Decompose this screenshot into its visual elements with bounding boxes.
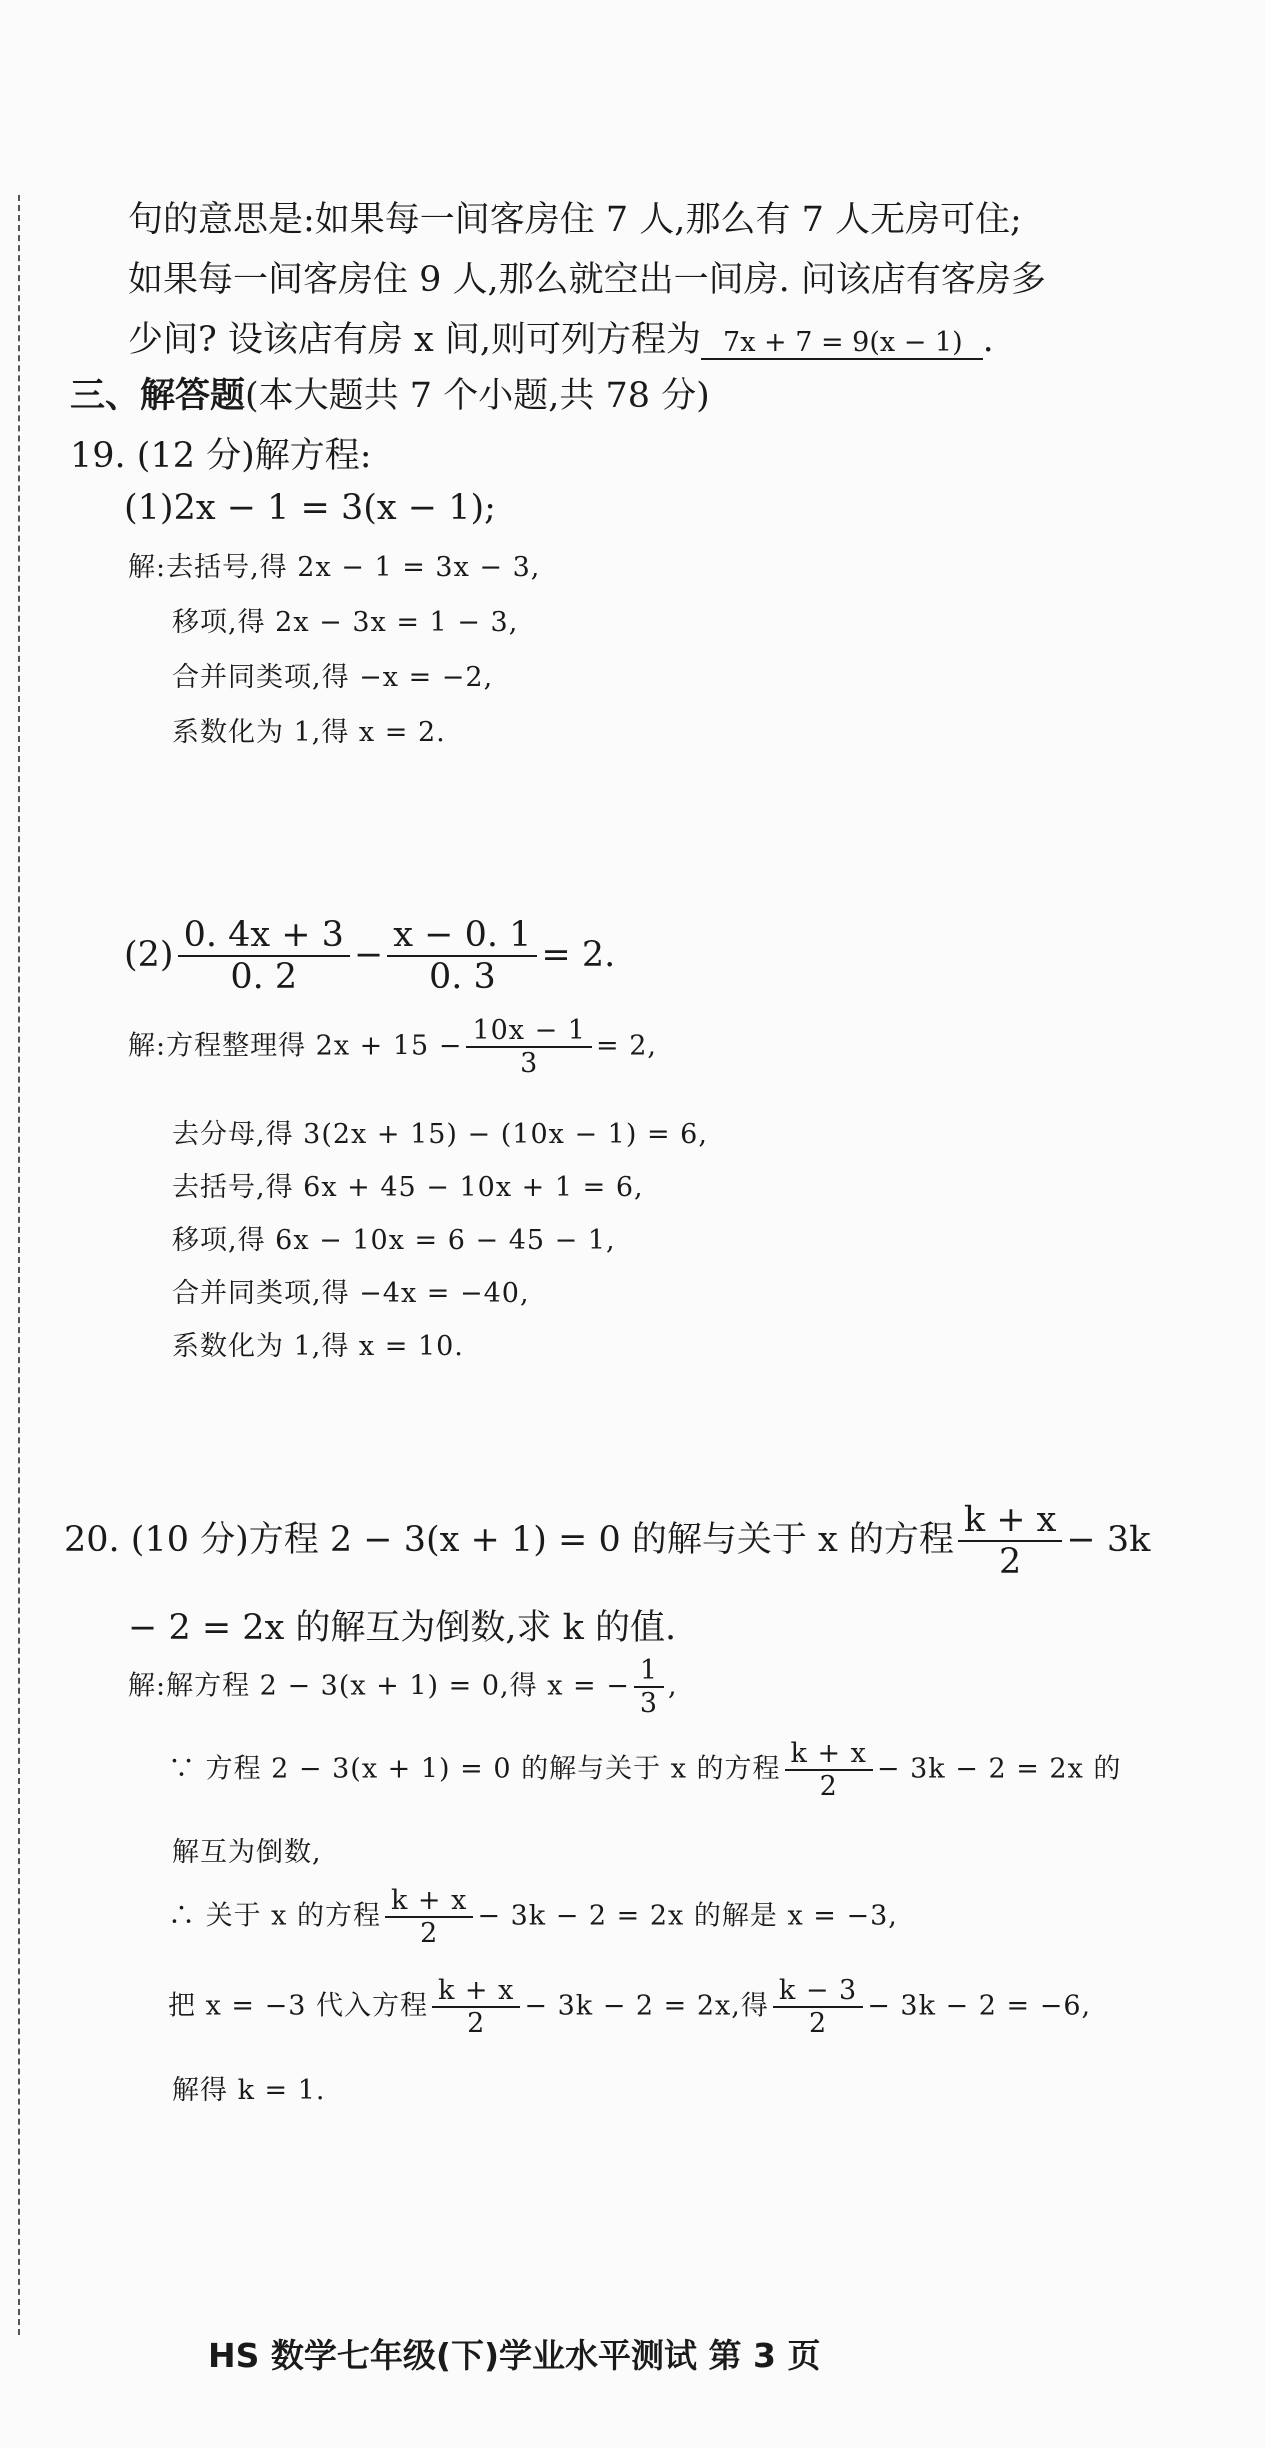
q20-sol2-fraction: [785, 1738, 873, 1802]
fraction-denominator: 3: [639, 1688, 659, 1720]
fraction-numerator: 1: [634, 1655, 664, 1688]
q19-part2-step: 去分母,得 3(2x + 15) − (10x − 1) = 6,: [172, 1119, 708, 1150]
fraction-denominator: 0. 3: [428, 957, 496, 998]
q19-part2-suffix: = 2.: [541, 934, 616, 975]
q19-part2-fraction-2: [387, 915, 537, 998]
page-footer: HS 数学七年级(下)学业水平测试 第 3 页: [208, 2336, 821, 2375]
top-text-line-3-prefix: 少间? 设该店有房 x 间,则可列方程为: [128, 320, 702, 360]
answer-blank: 7x + 7 = 9(x − 1): [701, 327, 983, 360]
q20-line-1-prefix: 20. (10 分)方程 2 − 3(x + 1) = 0 的解与关于 x 的方程: [64, 1519, 954, 1560]
q20-sol4-suffix: − 3k − 2 = 2x 的解是 x = −3,: [477, 1900, 898, 1932]
q19-part1-step: 移项,得 2x − 3x = 1 − 3,: [172, 607, 519, 638]
fraction-numerator: 10x − 1: [466, 1015, 592, 1048]
fraction-numerator: x − 0. 1: [387, 915, 537, 957]
fraction-denominator: 2: [808, 2008, 828, 2040]
top-text-line-3: [128, 312, 994, 362]
q20-solution-6: 解得 k = 1.: [172, 2075, 326, 2106]
q19-part1-step: 合并同类项,得 −x = −2,: [172, 662, 494, 693]
q19-part2-step1: [128, 1015, 657, 1079]
q20-solution-4: [168, 1885, 898, 1949]
q20-sol4-fraction: [385, 1885, 473, 1949]
top-text-line-1: 句的意思是:如果每一间客房住 7 人,那么有 7 人无房可住;: [128, 200, 1022, 240]
section-heading: [70, 368, 710, 418]
q20-sol1-prefix: 解:解方程 2 − 3(x + 1) = 0,得 x = −: [128, 1670, 630, 1702]
q19-part2-step1-suffix: = 2,: [596, 1030, 657, 1062]
fraction-denominator: 2: [819, 1771, 838, 1803]
top-text-line-3-suffix: .: [982, 320, 994, 360]
q20-solution-2: [168, 1738, 1121, 1802]
q19-part2-minus: −: [353, 934, 384, 975]
q19-part1-step: 解:去括号,得 2x − 1 = 3x − 3,: [128, 552, 541, 583]
q19-part2-step1-fraction: [466, 1015, 592, 1079]
binding-dashed-line: [18, 195, 20, 2335]
fraction-denominator: 0. 2: [230, 957, 298, 998]
q20-solution-1: [128, 1655, 678, 1719]
q19-part2-prefix: (2): [124, 934, 174, 975]
q20-sol5-fraction-1: [432, 1975, 520, 2039]
q19-part1-step: 系数化为 1,得 x = 2.: [172, 717, 446, 748]
fraction-denominator: 2: [998, 1542, 1022, 1583]
q20-sol1-suffix: ,: [668, 1670, 678, 1702]
q19-part2-step: 合并同类项,得 −4x = −40,: [172, 1278, 530, 1309]
q20-solution-5: [168, 1975, 1091, 2039]
q20-line-1: [64, 1500, 1150, 1583]
q20-sol2-suffix: − 3k − 2 = 2x 的: [876, 1753, 1122, 1785]
fraction-numerator: k + x: [432, 1975, 520, 2008]
fraction-numerator: k + x: [958, 1500, 1063, 1542]
q20-sol5-suffix: − 3k − 2 = −6,: [867, 1990, 1092, 2022]
fraction-denominator: 3: [520, 1048, 539, 1080]
q19-part2-step: 去括号,得 6x + 45 − 10x + 1 = 6,: [172, 1172, 644, 1203]
q20-sol5-mid: − 3k − 2 = 2x,得: [524, 1990, 769, 2022]
q20-sol5-fraction-2: [773, 1975, 863, 2039]
q19-part2-problem: [124, 915, 615, 998]
fraction-numerator: k − 3: [773, 1975, 863, 2008]
top-text-line-2: 如果每一间客房住 9 人,那么就空出一间房. 问该店有客房多: [128, 260, 1046, 300]
fraction-numerator: k + x: [785, 1738, 873, 1771]
q20-line-1-suffix: − 3k: [1066, 1519, 1151, 1560]
q20-solution-3: 解互为倒数,: [172, 1837, 322, 1868]
q20-sol1-fraction: [634, 1655, 664, 1719]
fraction-numerator: 0. 4x + 3: [178, 915, 350, 957]
q19-part2-step: 系数化为 1,得 x = 10.: [172, 1331, 464, 1362]
fraction-denominator: 2: [420, 1918, 439, 1950]
q19-label: 19. (12 分)解方程:: [70, 436, 372, 476]
q20-sol4-prefix: ∴ 关于 x 的方程: [168, 1900, 381, 1932]
q19-part2-fraction-1: [178, 915, 350, 998]
fraction-denominator: 2: [467, 2008, 486, 2040]
q20-sol2-prefix: ∵ 方程 2 − 3(x + 1) = 0 的解与关于 x 的方程: [168, 1753, 781, 1785]
q19-part2-step1-prefix: 解:方程整理得 2x + 15 −: [128, 1030, 463, 1062]
q20-fraction: [958, 1500, 1063, 1583]
section-title: 三、解答题: [70, 375, 246, 416]
q20-sol5-prefix: 把 x = −3 代入方程: [168, 1990, 428, 2022]
q20-line-2: − 2 = 2x 的解互为倒数,求 k 的值.: [128, 1608, 677, 1648]
fraction-numerator: k + x: [385, 1885, 473, 1918]
q19-part2-step: 移项,得 6x − 10x = 6 − 45 − 1,: [172, 1225, 616, 1256]
section-note: (本大题共 7 个小题,共 78 分): [245, 376, 710, 416]
q19-part1-problem: (1)2x − 1 = 3(x − 1);: [124, 488, 496, 528]
